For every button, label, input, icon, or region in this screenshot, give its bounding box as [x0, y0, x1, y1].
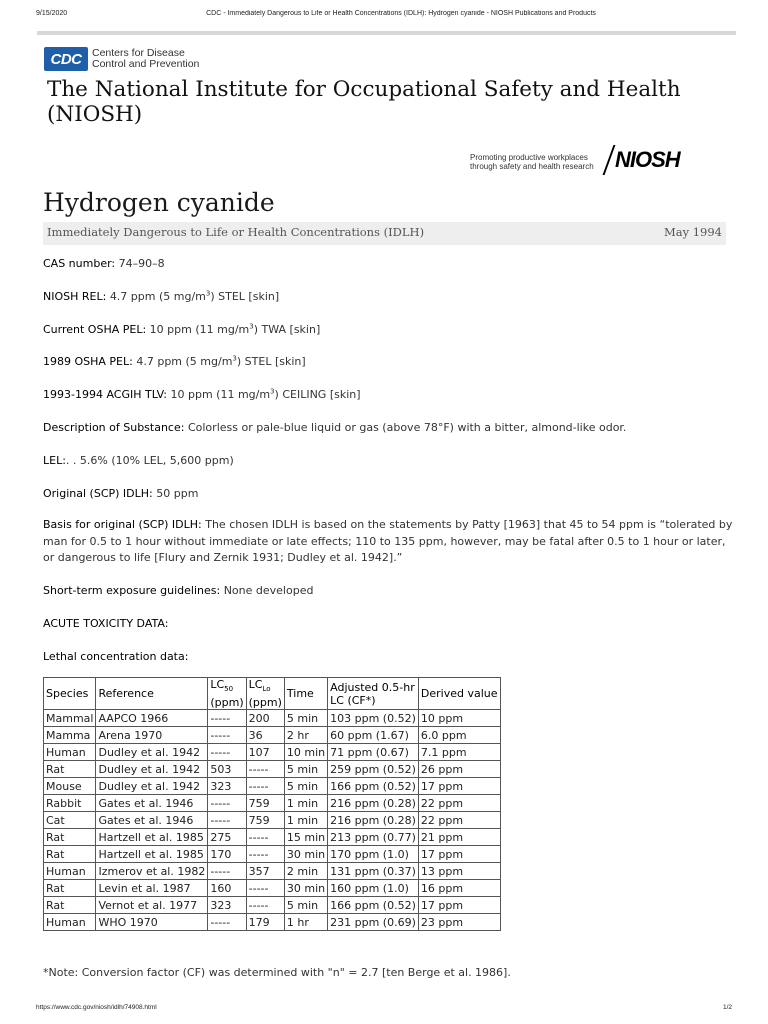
short-term-field [43, 583, 733, 599]
cell-time: 2 hr [284, 727, 327, 744]
cell-reference: Izmerov et al. 1982 [96, 863, 208, 880]
basis-field [43, 517, 733, 567]
table-header-row [44, 678, 501, 710]
short-term-value: None developed [223, 584, 314, 597]
niosh-wordmark: NIOSH [615, 147, 680, 172]
cell-lc50: ----- [208, 812, 246, 829]
cell-species: Mouse [44, 778, 96, 795]
cell-lclo: 759 [246, 795, 284, 812]
osha-1989-value: 4.7 ppm (5 $mg/m^3$) STEL [skin] [136, 354, 306, 368]
table-row [44, 880, 501, 897]
cell-reference: Hartzell et al. 1985 [96, 846, 208, 863]
cell-adjusted-lc: 71 ppm (0.67) [328, 744, 419, 761]
cell-lclo: ----- [246, 778, 284, 795]
cdc-logo[interactable] [44, 47, 199, 71]
cell-time: 5 min [284, 710, 327, 727]
cell-lc50: 323 [208, 897, 246, 914]
cas-value: 74–90–8 [118, 257, 165, 270]
cell-adjusted-lc: 60 ppm (1.67) [328, 727, 419, 744]
basis-label: Basis for original (SCP) IDLH: [43, 518, 202, 531]
cell-lc50: ----- [208, 914, 246, 931]
acgih-label: 1993-1994 ACGIH TLV: [43, 388, 167, 401]
col-adjusted: Adjusted 0.5-hr LC (CF*) [328, 678, 419, 710]
lethal-concentration-heading: Lethal concentration data: [43, 650, 189, 663]
cell-lclo: ----- [246, 880, 284, 897]
cell-adjusted-lc: 216 ppm (0.28) [328, 795, 419, 812]
cell-lclo: 759 [246, 812, 284, 829]
cell-species: Cat [44, 812, 96, 829]
cell-derived-value: 13 ppm [418, 863, 500, 880]
cell-lc50: ----- [208, 795, 246, 812]
cell-lclo: 36 [246, 727, 284, 744]
col-lc50: $LC_{50}$ (ppm) [208, 678, 246, 710]
cell-species: Human [44, 744, 96, 761]
table-row [44, 863, 501, 880]
niosh-rel-label: NIOSH REL: [43, 290, 107, 303]
cas-label: CAS number: [43, 257, 116, 270]
cell-derived-value: 10 ppm [418, 710, 500, 727]
cell-derived-value: 23 ppm [418, 914, 500, 931]
cdc-logo-line1: Centers for Disease [92, 47, 185, 59]
col-derived: Derived value [418, 678, 500, 710]
cell-lc50: ----- [208, 710, 246, 727]
osha-1989-label: 1989 OSHA PEL: [43, 355, 133, 368]
cell-lclo: ----- [246, 897, 284, 914]
table-row [44, 744, 501, 761]
table-row [44, 761, 501, 778]
cell-species: Rabbit [44, 795, 96, 812]
cell-reference: Dudley et al. 1942 [96, 761, 208, 778]
cell-adjusted-lc: 103 ppm (0.52) [328, 710, 419, 727]
cell-lc50: ----- [208, 727, 246, 744]
description-label: Description of Substance: [43, 421, 185, 434]
table-row [44, 846, 501, 863]
cell-reference: Gates et al. 1946 [96, 812, 208, 829]
page-subtitle: Immediately Dangerous to Life or Health Concentrations (IDLH) [47, 225, 425, 239]
table-row [44, 829, 501, 846]
publication-date: May 1994 [663, 225, 722, 239]
cell-lc50: ----- [208, 863, 246, 880]
cell-species: Mamma [44, 727, 96, 744]
cell-lclo: 179 [246, 914, 284, 931]
table-row [44, 727, 501, 744]
cdc-logo-icon: CDC [44, 47, 88, 71]
cell-lc50: ----- [208, 744, 246, 761]
acgih-value: 10 ppm (11 $mg/m^3$) CEILING [skin] [170, 387, 361, 401]
cell-time: 5 min [284, 761, 327, 778]
niosh-logo [470, 145, 720, 177]
cell-derived-value: 17 ppm [418, 846, 500, 863]
top-rule [37, 31, 736, 35]
table-row [44, 812, 501, 829]
cell-derived-value: 22 ppm [418, 795, 500, 812]
cell-lclo: 107 [246, 744, 284, 761]
page-title: Hydrogen cyanide [43, 188, 275, 217]
cell-species: Human [44, 914, 96, 931]
niosh-tagline-line1: Promoting productive workplaces [470, 153, 588, 162]
table-row [44, 897, 501, 914]
cell-time: 30 min [284, 846, 327, 863]
col-reference: Reference [96, 678, 208, 710]
cell-reference: WHO 1970 [96, 914, 208, 931]
cell-adjusted-lc: 216 ppm (0.28) [328, 812, 419, 829]
cell-species: Rat [44, 880, 96, 897]
conversion-note: *Note: Conversion factor (CF) was determined with "n" = 2.7 [ten Berge et al. 1986]. [43, 966, 511, 979]
cell-time: 15 min [284, 829, 327, 846]
description-value: Colorless or pale-blue liquid or gas (above 78°F) with a bitter, almond-like odor. [187, 421, 627, 434]
cell-species: Rat [44, 829, 96, 846]
niosh-tagline [470, 153, 594, 171]
osha-pel-value: 10 ppm (11 $mg/m^3$) TWA [skin] [149, 322, 321, 336]
cell-lclo: ----- [246, 829, 284, 846]
cdc-logo-text [92, 48, 199, 70]
lethal-concentration-table [43, 677, 501, 931]
niosh-rel-value: 4.7 ppm (5 $mg/m^3$) STEL [skin] [109, 289, 280, 303]
cell-reference: Dudley et al. 1942 [96, 778, 208, 795]
cell-lclo: ----- [246, 761, 284, 778]
cell-derived-value: 22 ppm [418, 812, 500, 829]
cell-lc50: 503 [208, 761, 246, 778]
col-time: Time [284, 678, 327, 710]
short-term-label: Short-term exposure guidelines: [43, 584, 221, 597]
cell-time: 5 min [284, 778, 327, 795]
cell-adjusted-lc: 213 ppm (0.77) [328, 829, 419, 846]
cell-species: Rat [44, 761, 96, 778]
cell-time: 10 min [284, 744, 327, 761]
page-url[interactable]: https://www.cdc.gov/niosh/idlh/74908.html [36, 1004, 157, 1011]
cell-reference: Gates et al. 1946 [96, 795, 208, 812]
cell-lc50: 160 [208, 880, 246, 897]
cell-species: Rat [44, 846, 96, 863]
cell-reference: Dudley et al. 1942 [96, 744, 208, 761]
col-lclo: $LC_{Lo}$ (ppm) [246, 678, 284, 710]
cell-adjusted-lc: 166 ppm (0.52) [328, 778, 419, 795]
cell-adjusted-lc: 170 ppm (1.0) [328, 846, 419, 863]
description-field [43, 420, 733, 436]
cell-reference: Hartzell et al. 1985 [96, 829, 208, 846]
cell-lclo: 200 [246, 710, 284, 727]
cell-lclo: 357 [246, 863, 284, 880]
niosh-rel-field [43, 289, 733, 305]
subtitle-bar [43, 222, 726, 245]
lel-value: . . 5.6% (10% LEL, 5,600 ppm) [65, 454, 234, 467]
cell-time: 5 min [284, 897, 327, 914]
acute-toxicity-heading: ACUTE TOXICITY DATA: [43, 617, 169, 630]
lel-label: LEL: [43, 454, 66, 467]
cdc-logo-line2: Control and Prevention [92, 58, 200, 70]
original-idlh-field [43, 486, 733, 502]
cell-adjusted-lc: 259 ppm (0.52) [328, 761, 419, 778]
cell-time: 30 min [284, 880, 327, 897]
idlh-label: Original (SCP) IDLH: [43, 487, 153, 500]
print-page-title: CDC - Immediately Dangerous to Life or Health Concentrations (IDLH): Hydrogen cyanide - NIOSH Publications and Products [206, 10, 596, 17]
osha-pel-label: Current OSHA PEL: [43, 323, 147, 336]
table-row [44, 778, 501, 795]
cell-derived-value: 17 ppm [418, 778, 500, 795]
cell-reference: Arena 1970 [96, 727, 208, 744]
table-row [44, 710, 501, 727]
page-number: 1/2 [722, 1004, 732, 1011]
cell-derived-value: 6.0 ppm [418, 727, 500, 744]
cell-time: 2 min [284, 863, 327, 880]
cell-lclo: ----- [246, 846, 284, 863]
niosh-slash-icon [603, 145, 616, 175]
osha-pel-field [43, 322, 733, 338]
osha-1989-field [43, 354, 733, 370]
lel-field [43, 453, 733, 469]
cell-lc50: 275 [208, 829, 246, 846]
cell-time: 1 min [284, 812, 327, 829]
cell-adjusted-lc: 160 ppm (1.0) [328, 880, 419, 897]
table-row [44, 914, 501, 931]
cell-species: Mammal [44, 710, 96, 727]
cell-derived-value: 26 ppm [418, 761, 500, 778]
basis-value: The chosen IDLH is based on the statements by Patty [1963] that 45 to 54 ppm is “tolerated by man for 0.5 to 1 hour without immediate or late effects; 110 to 135 ppm, however, may be fatal after 0.5 to 1 hour or later, or dangerous to life [Flury and Zernik 1931; Dudley et al. 1942].” [43, 518, 733, 564]
cell-derived-value: 21 ppm [418, 829, 500, 846]
niosh-tagline-line2: through safety and health research [470, 162, 594, 171]
org-title[interactable]: The National Institute for Occupational Safety and Health (NIOSH) [47, 77, 681, 127]
cell-species: Human [44, 863, 96, 880]
cell-reference: Vernot et al. 1977 [96, 897, 208, 914]
cell-time: 1 hr [284, 914, 327, 931]
cell-derived-value: 16 ppm [418, 880, 500, 897]
acgih-tlv-field [43, 387, 733, 403]
cell-derived-value: 7.1 ppm [418, 744, 500, 761]
cell-lc50: 170 [208, 846, 246, 863]
print-date: 9/15/2020 [36, 10, 68, 17]
cas-number-field [43, 256, 733, 272]
cell-reference: AAPCO 1966 [96, 710, 208, 727]
idlh-value: 50 ppm [156, 487, 199, 500]
cell-species: Rat [44, 897, 96, 914]
col-species: Species [44, 678, 96, 710]
cell-adjusted-lc: 131 ppm (0.37) [328, 863, 419, 880]
cell-derived-value: 17 ppm [418, 897, 500, 914]
cell-lc50: 323 [208, 778, 246, 795]
cell-adjusted-lc: 231 ppm (0.69) [328, 914, 419, 931]
table-row [44, 795, 501, 812]
cell-reference: Levin et al. 1987 [96, 880, 208, 897]
cell-adjusted-lc: 166 ppm (0.52) [328, 897, 419, 914]
cell-time: 1 min [284, 795, 327, 812]
